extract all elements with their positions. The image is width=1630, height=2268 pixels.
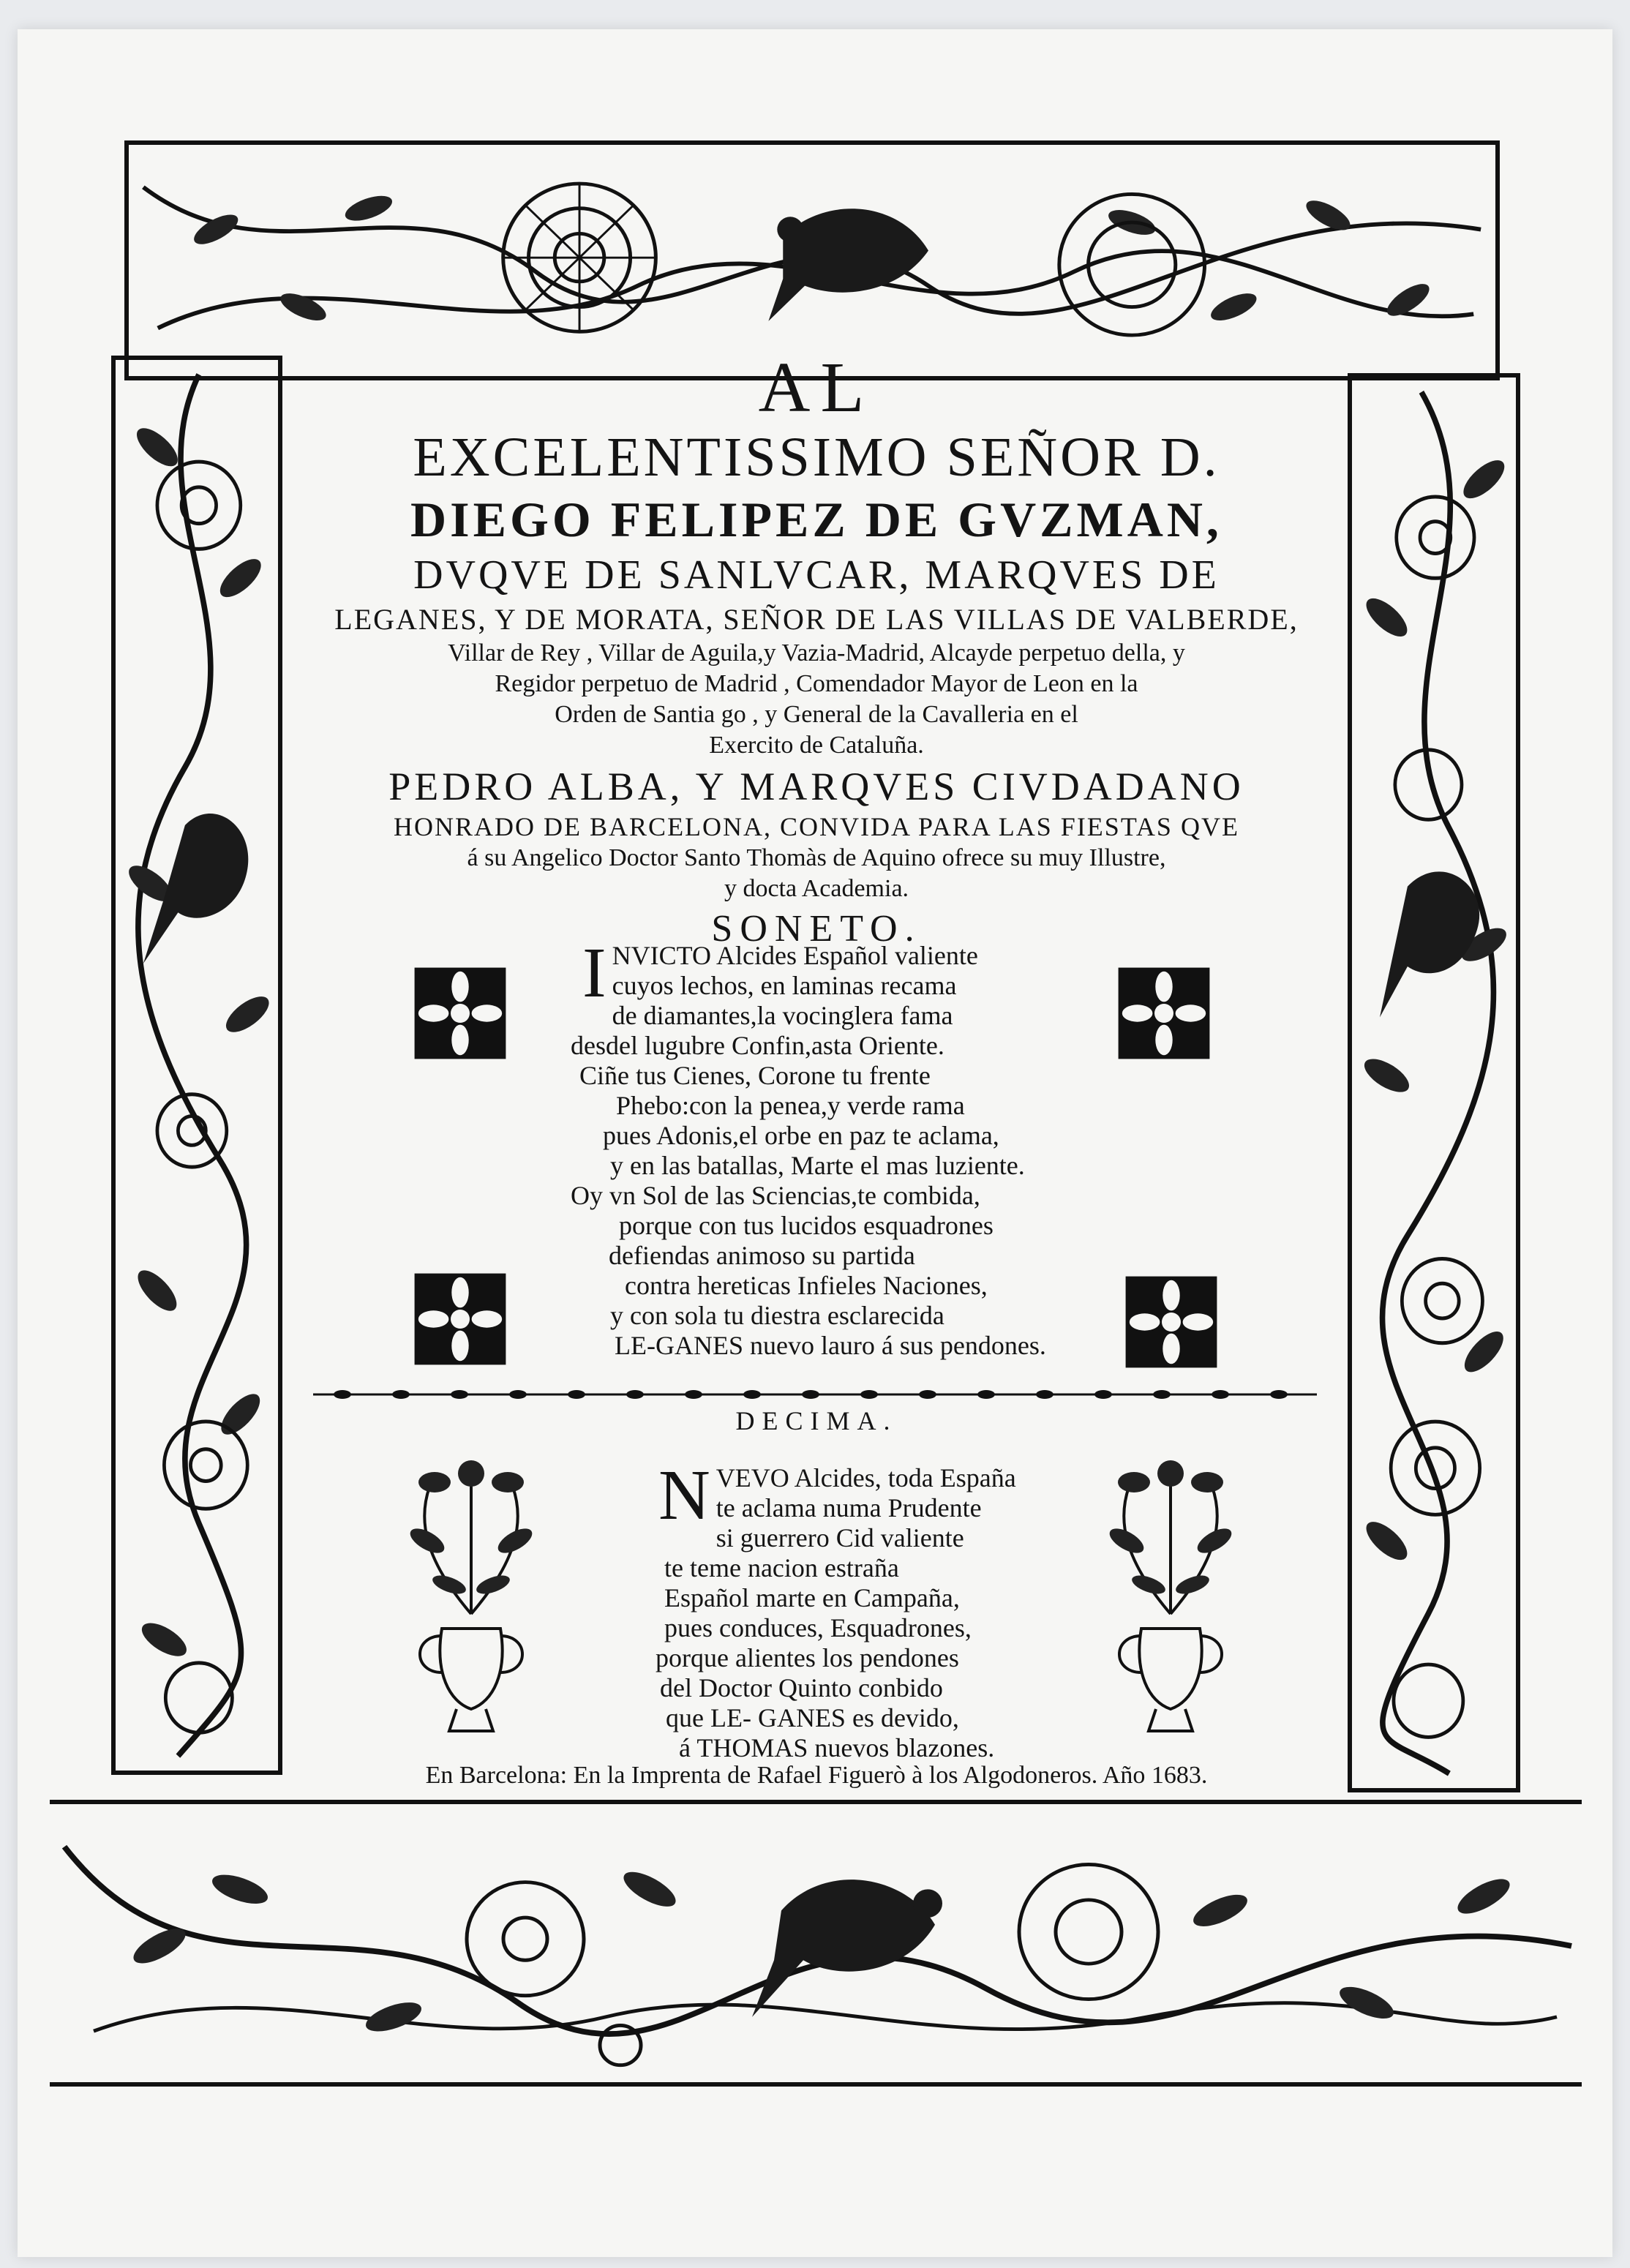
verse-line: te teme nacion estraña — [664, 1553, 899, 1582]
verse-line: porque alientes los pendones — [656, 1643, 959, 1672]
verse-line: LE-GANES nuevo lauro á sus pendones. — [615, 1331, 1046, 1360]
docta-line: y docta Academia. — [724, 875, 909, 902]
invitation-block — [290, 762, 1343, 953]
vase-of-flowers-woodcut-icon — [1083, 1453, 1258, 1738]
square-fleuron-ornament-icon — [413, 1272, 508, 1367]
vase-of-flowers-woodcut-icon — [383, 1453, 559, 1738]
floral-woodcut-border-icon — [1352, 378, 1516, 1788]
title-line-3: DVQVE DE SANLVCAR, MARQVES DE — [413, 552, 1220, 598]
verse-line: y en las batallas, Marte el mas luziente. — [610, 1151, 1025, 1180]
title-line-1: EXCELENTISSIMO SEÑOR D. — [413, 427, 1220, 488]
honrado-line: HONRADO DE BARCELONA, CONVIDA PARA LAS FIESTAS QVE — [394, 812, 1239, 841]
angelico-line: á su Angelico Doctor Santo Thomàs de Aquino ofrece su muy Illustre, — [467, 844, 1166, 871]
verse-line: porque con tus lucidos esquadrones — [619, 1211, 994, 1240]
right-floral-border — [1348, 373, 1520, 1792]
soneto-heading: SONETO. — [711, 908, 922, 950]
title-line-6: Regidor perpetuo de Madrid , Comendador Mayor de Leon en la — [495, 670, 1138, 697]
verse-line: contra hereticas Infieles Naciones, — [625, 1271, 988, 1300]
floral-woodcut-border-icon — [50, 1804, 1582, 2082]
soneto-dropcap: I — [582, 934, 606, 1013]
imprint-line: En Barcelona: En la Imprenta de Rafael Figuerò à los Algodoneros. Año 1683. — [425, 1762, 1208, 1789]
square-fleuron-ornament-icon — [1116, 966, 1212, 1061]
decima-heading: DECIMA. — [735, 1406, 898, 1435]
verse-line: del Doctor Quinto conbido — [660, 1673, 943, 1702]
ornamental-rule — [313, 1389, 1317, 1400]
title-line-7: Orden de Santia go , y General de la Cavalleria en el — [555, 701, 1078, 728]
verse-line: si guerrero Cid valiente — [716, 1523, 964, 1552]
verse-line: VEVO Alcides, toda España — [716, 1463, 1016, 1492]
square-fleuron-ornament-icon — [413, 966, 508, 1061]
verse-line: NVICTO Alcides Español valiente — [612, 941, 978, 970]
title-line-2: DIEGO FELIPEZ DE GVZMAN, — [410, 492, 1222, 547]
verse-line: pues conduces, Esquadrones, — [664, 1613, 972, 1642]
verse-line: Ciñe tus Cienes, Corone tu frente — [579, 1061, 931, 1090]
title-line-8: Exercito de Cataluña. — [709, 732, 924, 759]
verse-line: pues Adonis,el orbe en paz te aclama, — [603, 1121, 999, 1150]
square-fleuron-ornament-icon — [1124, 1274, 1219, 1370]
verse-line: cuyos lechos, en laminas recama — [612, 971, 957, 1000]
soneto-verse — [571, 934, 1094, 1361]
verse-line: Oy vn Sol de las Sciencias,te combida, — [571, 1181, 980, 1210]
top-floral-border — [124, 140, 1500, 380]
verse-line: te aclama numa Prudente — [716, 1493, 982, 1522]
verse-line: á THOMAS nuevos blazones. — [679, 1733, 995, 1762]
broadside-sheet — [18, 29, 1612, 2257]
verse-line: que LE- GANES es devido, — [666, 1703, 959, 1732]
verse-line: Phebo:con la penea,y verde rama — [616, 1091, 965, 1120]
verse-line: Español marte en Campaña, — [664, 1583, 960, 1612]
decima-verse — [656, 1456, 1068, 1763]
decima-dropcap: N — [658, 1456, 710, 1535]
title-line-5: Villar de Rey , Villar de Aguila,y Vazia-Madrid, Alcayde perpetuo della, y — [448, 639, 1185, 666]
left-floral-border — [111, 356, 282, 1775]
verse-line: defiendas animoso su partida — [609, 1241, 915, 1270]
verse-line: desdel lugubre Confin,asta Oriente. — [571, 1031, 944, 1060]
bottom-floral-border — [50, 1800, 1582, 2087]
verse-line: de diamantes,la vocinglera fama — [612, 1001, 953, 1030]
decima-heading-block — [290, 1403, 1343, 1438]
verse-line: y con sola tu diestra esclarecida — [610, 1301, 944, 1330]
pedro-line: PEDRO ALBA, Y MARQVES CIVDADANO — [388, 765, 1244, 808]
title-al: AL — [758, 348, 875, 427]
title-block — [290, 348, 1343, 761]
floral-woodcut-border-icon — [116, 360, 278, 1771]
title-line-4: LEGANES, Y DE MORATA, SEÑOR DE LAS VILLAS DE VALBERDE, — [334, 603, 1299, 636]
floral-woodcut-border-icon — [129, 145, 1495, 376]
